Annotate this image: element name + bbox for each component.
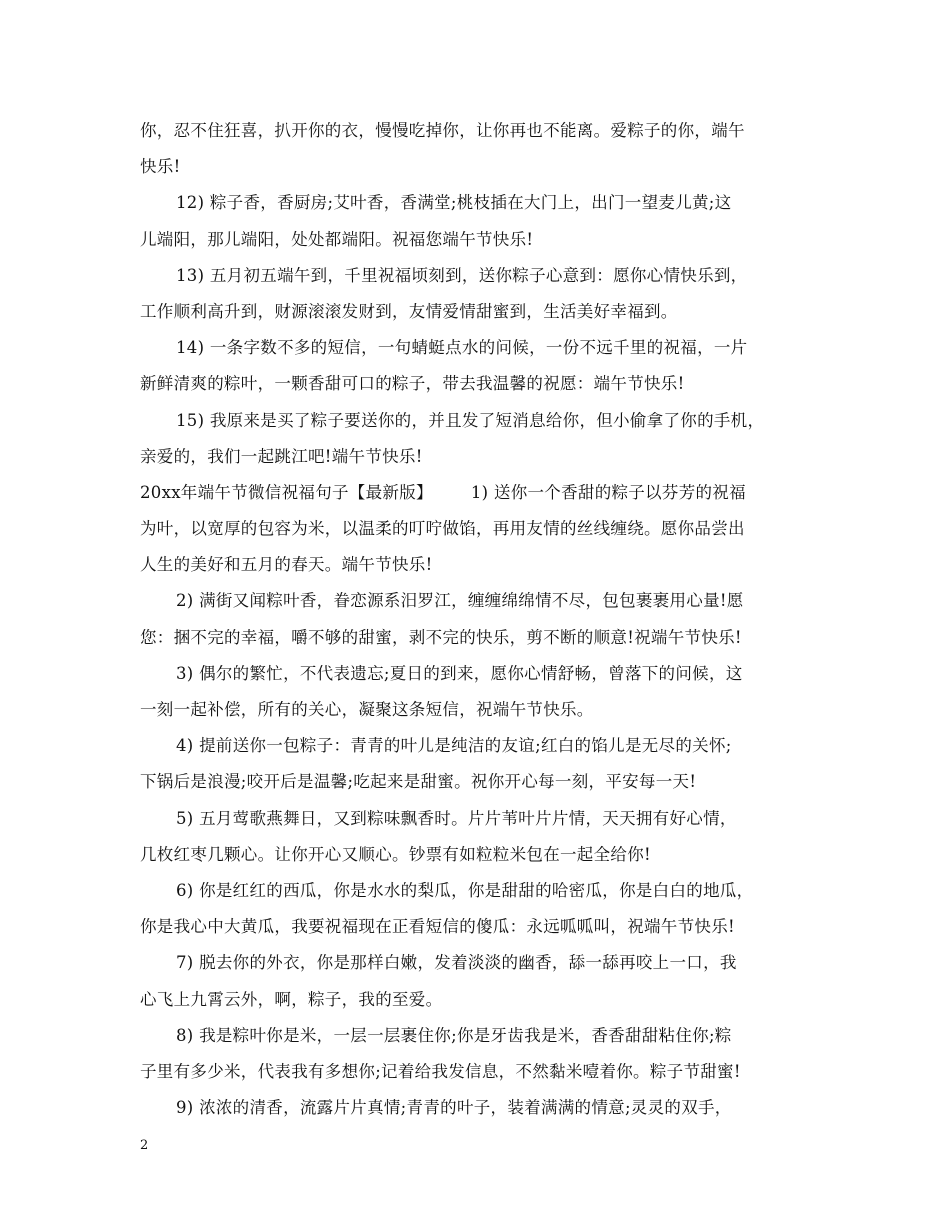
- text-line: 5) 五月莺歌燕舞日，又到粽味飘香时。片片苇叶片片情，天天拥有好心情，: [176, 808, 737, 828]
- section-heading: 20xx年端午节微信祝福句子【最新版】: [140, 482, 433, 502]
- text-line: 15) 我原来是买了粽子要送你的，并且发了短消息给你，但小偷拿了你的手机，: [176, 410, 765, 430]
- text-line: 亲爱的，我们一起跳江吧!端午节快乐!: [140, 446, 423, 466]
- text-line: 8) 我是粽叶你是米，一层一层裹住你;你是牙齿我是米，香香甜甜粘住你;粽: [176, 1025, 732, 1045]
- text-line: 心飞上九霄云外，啊，粽子，我的至爱。: [140, 989, 443, 1009]
- text-line: 下锅后是浪漫;咬开后是温馨;吃起来是甜蜜。祝你开心每一刻，平安每一天!: [140, 772, 697, 792]
- text-line: 新鲜清爽的粽叶，一颗香甜可口的粽子，带去我温馨的祝愿：端午节快乐!: [140, 374, 685, 394]
- text-line: 几枚红枣几颗心。让你开心又顺心。钞票有如粒粒米包在一起全给你!: [140, 844, 651, 864]
- text-line: 子里有多少米，代表我有多想你;记着给我发信息，不然黏米噎着你。粽子节甜蜜!: [140, 1061, 741, 1081]
- section-heading-line: [140, 475, 815, 511]
- text-line: 你，忍不住狂喜，扒开你的衣，慢慢吃掉你，让你再也不能离。爱粽子的你，端午: [140, 121, 745, 140]
- text-line: 您：捆不完的幸福，嚼不够的甜蜜，剥不完的快乐，剪不断的顺意!祝端午节快乐!: [140, 627, 742, 647]
- text-line: 9) 浓浓的清香，流露片片真情;青青的叶子，装着满满的情意;灵灵的双手，: [176, 1098, 732, 1118]
- text-line: 13) 五月初五端午到，千里祝福顷刻到，送你粽子心意到：愿你心情快乐到，: [176, 265, 748, 285]
- text-line: 快乐!: [140, 157, 181, 177]
- text-line: 为叶，以宽厚的包容为米，以温柔的叮咛做馅，再用友情的丝线缠绕。愿你品尝出: [140, 519, 745, 539]
- text-line: 7) 脱去你的外衣，你是那样白嫩，发着淡淡的幽香，舔一舔再咬上一口，我: [176, 953, 737, 973]
- document-body: [140, 113, 815, 1126]
- text-line: 儿端阳，那儿端阳，处处都端阳。祝福您端午节快乐!: [140, 229, 534, 249]
- text-line: 你是我心中大黄瓜，我要祝福现在正看短信的傻瓜：永远呱呱叫，祝端午节快乐!: [140, 917, 735, 937]
- text-line: 4) 提前送你一包粽子：青青的叶儿是纯洁的友谊;红白的馅儿是无尽的关怀;: [176, 736, 732, 756]
- page-number: 2: [140, 1138, 149, 1153]
- text-line: 一刻一起补偿，所有的关心，凝聚这条短信，祝端午节快乐。: [140, 700, 594, 719]
- text-line: 14) 一条字数不多的短信，一句蜻蜓点水的问候，一份不远千里的祝福，一片: [176, 338, 748, 358]
- text-line: 12) 粽子香，香厨房;艾叶香，香满堂;桃枝插在大门上，出门一望麦儿黄;这: [176, 193, 732, 213]
- text-line: 2) 满街又闻粽叶香，眷恋源系汨罗江，缠缠绵绵情不尽，包包裹裹用心量!愿: [176, 591, 744, 611]
- text-line: 人生的美好和五月的春天。端午节快乐!: [140, 555, 433, 575]
- text-line: 6) 你是红红的西瓜，你是水水的梨瓜，你是甜甜的哈密瓜，你是白白的地瓜，: [176, 880, 754, 900]
- text-line: 1) 送你一个香甜的粽子以芬芳的祝福: [470, 482, 746, 502]
- text-line: 工作顺利高升到，财源滚滚发财到，友情爱情甜蜜到，生活美好幸福到。: [140, 301, 678, 321]
- text-line: 3) 偶尔的繁忙，不代表遗忘;夏日的到来，愿你心情舒畅，曾落下的问候，这: [176, 663, 743, 683]
